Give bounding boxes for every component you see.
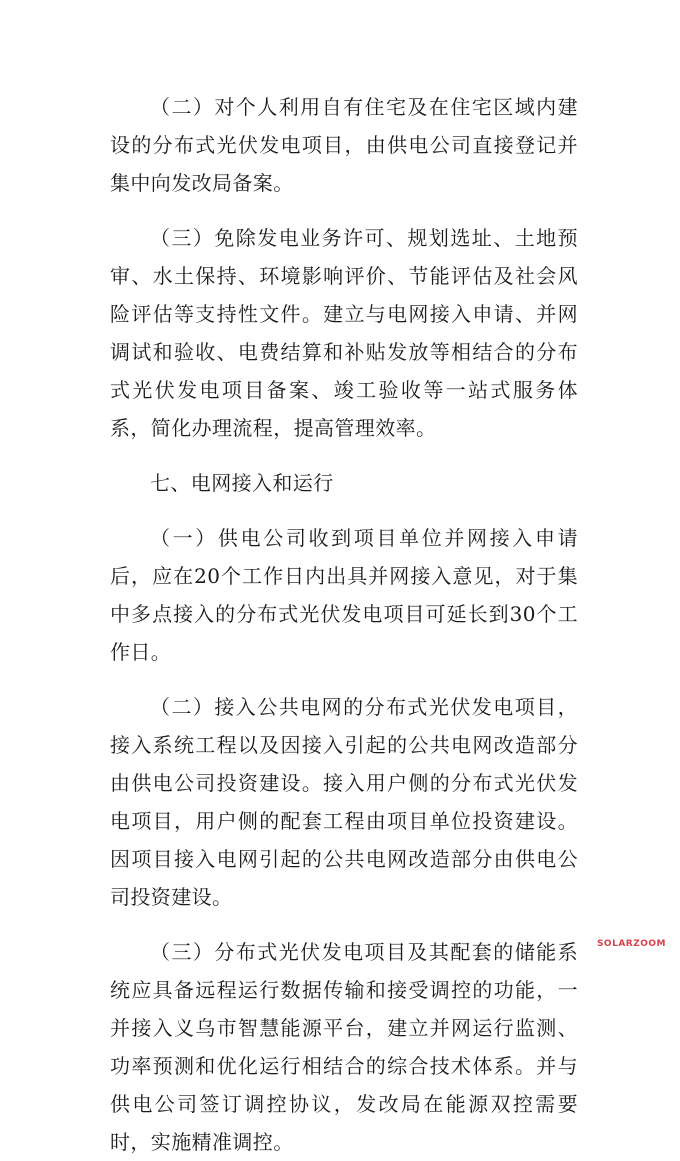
paragraph-investment-responsibility: （二）接入公共电网的分布式光伏发电项目，接入系统工程以及因接入引起的公共电网改造部分由供电公司投资建设。接入用户侧的分布式光伏发电项目，用户侧的配套工程由项目单位投资建设。因项目接入电网引起的公共电网改造部分由供电公司投资建设。	[110, 695, 578, 909]
paragraph-personal-residential-filing: （二）对个人利用自有住宅及在住宅区域内建设的分布式光伏发电项目，由供电公司直接登记并集中向发改局备案。	[110, 95, 578, 195]
solarzoom-watermark: SOLARZOOM	[596, 939, 666, 949]
section-heading-grid-access: 七、电网接入和运行	[150, 471, 334, 495]
paragraph-permit-exemption: （三）免除发电业务许可、规划选址、土地预审、水土保持、环境影响评价、节能评估及社会风险评估等支持性文件。建立与电网接入申请、并网调试和验收、电费结算和补贴发放等相结合的分布式光伏发电项目备案、竣工验收等一站式服务体系，简化办理流程，提高管理效率。	[110, 226, 578, 440]
document-body	[110, 88, 578, 1161]
paragraph-access-opinion-deadline: （一）供电公司收到项目单位并网接入申请后，应在20个工作日内出具并网接入意见，对于集中多点接入的分布式光伏发电项目可延长到30个工作日。	[110, 526, 578, 664]
paragraph-storage-dispatch: （三）分布式光伏发电项目及其配套的储能系统应具备远程运行数据传输和接受调控的功能，一并接入义乌市智慧能源平台，建立并网运行监测、功率预测和优化运行相结合的综合技术体系。并与供电公司签订调控协议，发改局在能源双控需要时，实施精准调控。	[110, 940, 578, 1154]
